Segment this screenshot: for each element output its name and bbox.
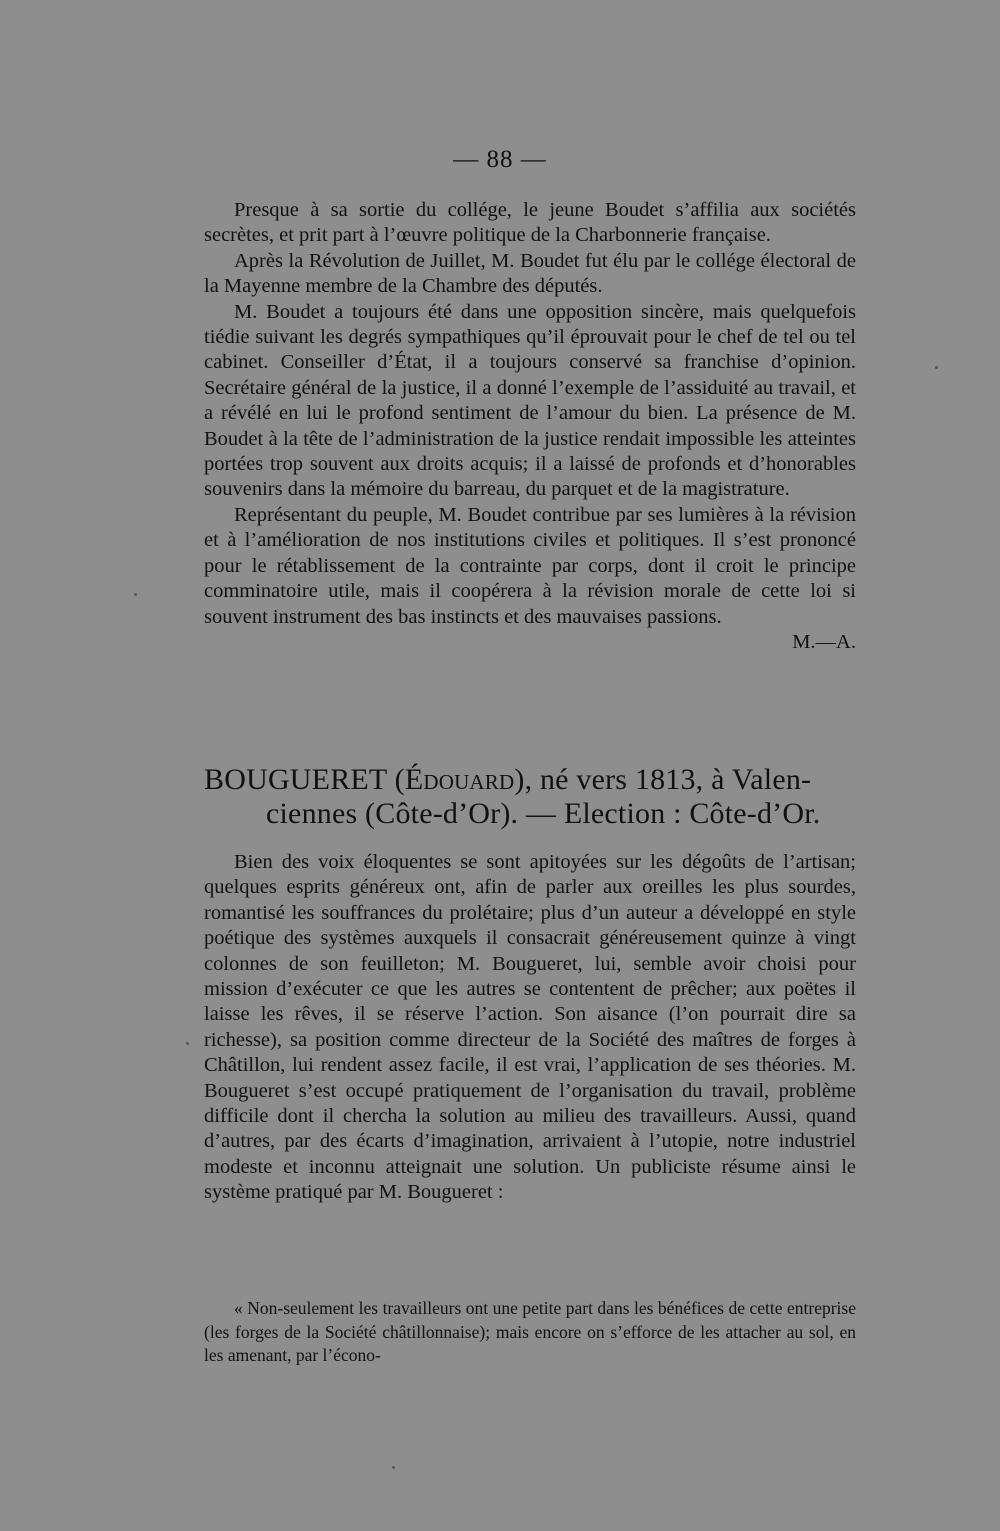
- scan-speck: [935, 366, 938, 369]
- scan-speck: [186, 1042, 189, 1045]
- entry-first-name: Édouard: [404, 763, 515, 796]
- entry-body: [204, 850, 856, 1206]
- scan-speck: [392, 1466, 395, 1469]
- entry-heading-rest: né vers 1813, à Valen-: [539, 763, 812, 796]
- page-number: — 88 —: [453, 146, 547, 173]
- paragraph: Presque à sa sortie du collége, le jeune Boudet s’affilia aux sociétés secrètes, et prit part à l’œuvre politique de la Charbonnerie française.: [204, 199, 856, 247]
- entry-quote: « Non-seulement les travailleurs ont une petite part dans les bénéfices de cette entreprise (les forges de la Société châtillonnaise); mais encore on s’efforce de les attacher au sol, en les amenant, par l’écono-: [204, 1298, 856, 1365]
- entry-heading-line2: ciennes (Côte-d’Or). — Election : Côte-d’Or.: [266, 797, 821, 830]
- paragraph: M. Boudet a toujours été dans une opposition sincère, mais quelquefois tiédie suivant les degrés sympathiques qu’il éprouvait pour le chef de tel ou tel cabinet. Conseiller d’État, il a toujours conservé sa franchise d’opinion. Secrétaire général de la justice, il a donné l’exemple de l’assiduité au travail, et a révélé en lui le profond sentiment de l’amour du bien. La présence de M. Boudet à la tête de l’administration de la justice rendait impossible les atteintes portées trop souvent aux droits acquis; il a laissé de profonds et d’honorables souvenirs dans la mémoire du barreau, du parquet et de la magistrature.: [204, 300, 856, 501]
- entry-heading: BOUGUERET (Édouard), né vers 1813, à Valen- ciennes (Côte-d’Or). — Election : Côte-d’Or.: [204, 763, 864, 831]
- entry-quote-block: [204, 1297, 856, 1368]
- signature: M.—A.: [792, 630, 856, 653]
- entry-name: BOUGUERET: [204, 763, 387, 796]
- paragraph: Représentant du peuple, M. Boudet contribue par ses lumières à la révision et à l’amélioration de nos institutions civiles et politiques. Il s’est prononcé pour le rétablissement de la contrainte par corps, dont il croit le principe comminatoire utile, mais il coopérera à la révision morale de cette loi si souvent instrument des bas instincts et des mauvaises passions.: [204, 503, 856, 628]
- top-section: [204, 198, 856, 655]
- paragraph: Après la Révolution de Juillet, M. Boudet fut élu par le collége électoral de la Mayenne membre de la Chambre des députés.: [204, 249, 856, 298]
- entry-paragraph: Bien des voix éloquentes se sont apitoyées sur les dégoûts de l’artisan; quelques esprits généreux ont, afin de parler aux oreilles les plus sourdes, romantisé les souffrances du prolétaire; plus d’un auteur a développé en style poétique des systèmes auxquels il consacrait généreusement quinze à vingt colonnes de son feuilleton; M. Bougueret, lui, semble avoir choisi pour mission d’exécuter ce que les autres se contentent de prêcher; aux poëtes il laisse les rêves, il se réserve l’action. Son aisance (l’on pourrait dire sa richesse), sa position comme directeur de la Société des maîtres de forges à Châtillon, lui rendent assez facile, il est vrai, l’application de ses théories. M. Bougueret s’est occupé pratiquement de l’organisation du travail, problème difficile dont il chercha la solution au milieu des travailleurs. Aussi, quand d’autres, par des écarts d’imagination, arrivaient à l’utopie, notre industriel modeste et inconnu atteignait une solution. Un publiciste résume ainsi le système pratiqué par M. Bougueret :: [204, 851, 856, 1204]
- scan-speck: [134, 593, 137, 596]
